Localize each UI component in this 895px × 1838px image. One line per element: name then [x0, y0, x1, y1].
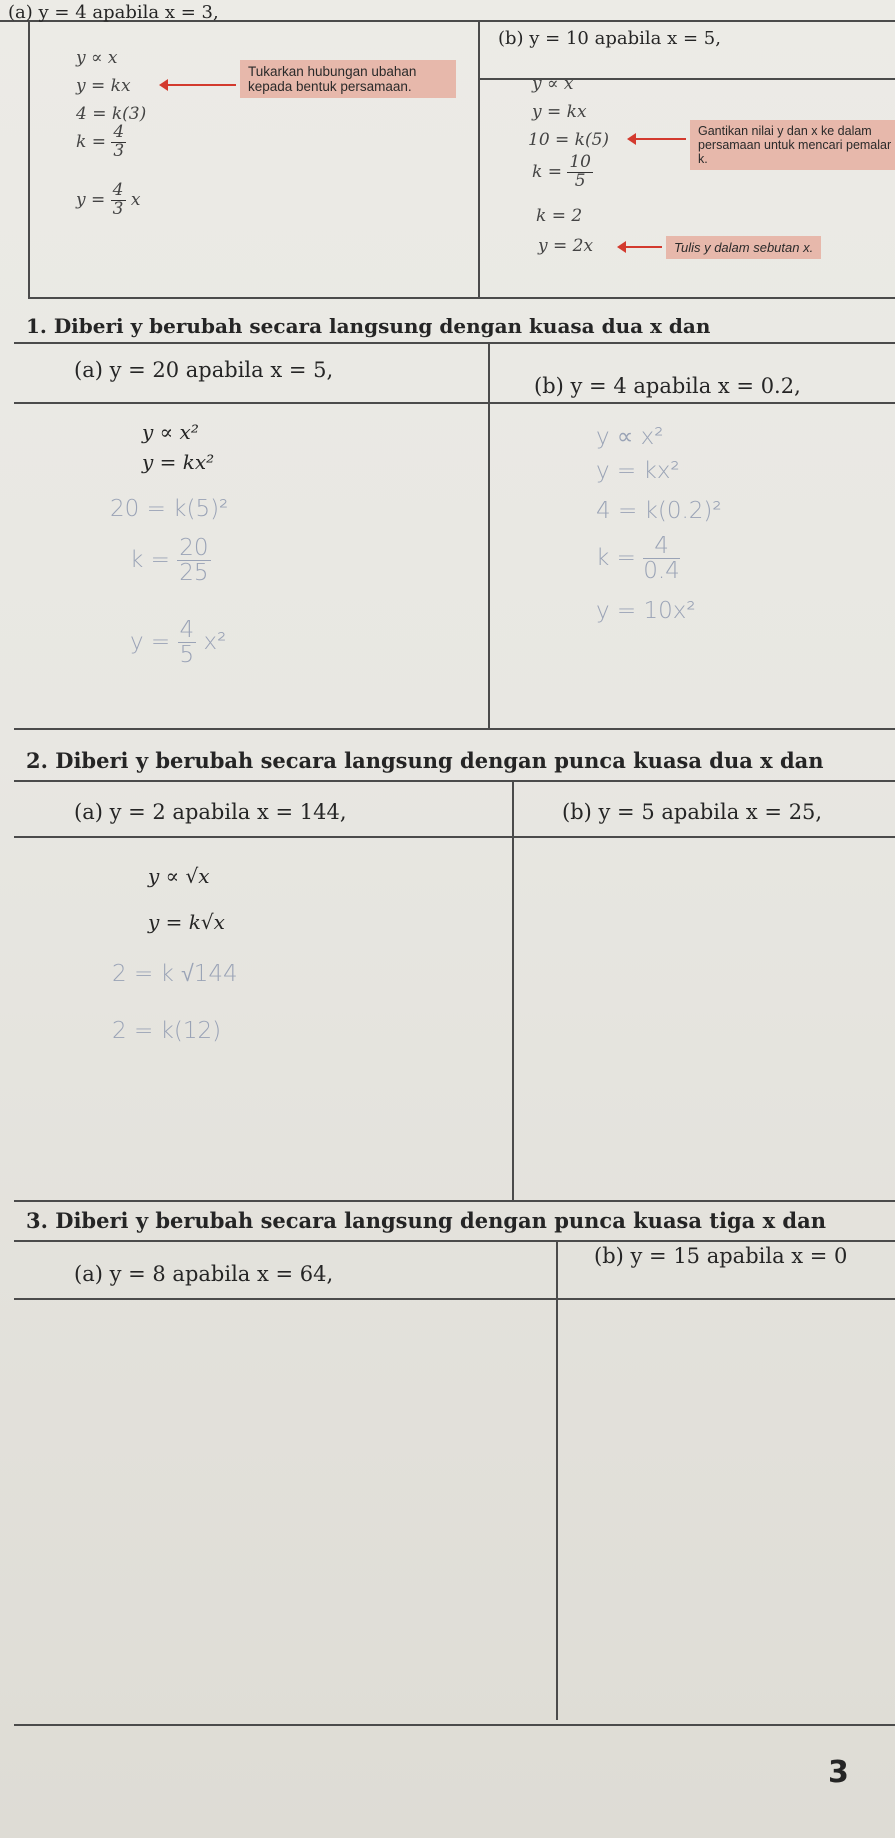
example-b-arrow-2	[624, 246, 662, 248]
q1-b-hw-3: 4 = k(0.2)²	[596, 498, 722, 524]
q3-divider	[556, 1240, 558, 1720]
q1-b-k-prefix: k =	[596, 545, 636, 572]
example-a-k-prefix: k =	[76, 131, 106, 152]
q1-a-k-num: 20	[179, 535, 209, 561]
q1-b-hw-1: y ∝ x²	[596, 424, 664, 450]
example-b-k-den: 5	[574, 170, 586, 191]
q2-top-border	[14, 780, 895, 782]
q1-b-hw-4	[596, 534, 680, 583]
q1-a-hw-3	[130, 618, 226, 667]
q1-a-y-num: 4	[179, 617, 195, 643]
q3-header-line	[14, 1298, 895, 1300]
q1-a-k-den: 25	[179, 560, 209, 587]
page-number: 3	[828, 1755, 849, 1790]
example-b-note-1: Gantikan nilai y dan x ke dalam persamaan untuk mencari pemalar k.	[690, 120, 895, 170]
q1-title: 1. Diberi y berubah secara langsung dengan kuasa dua x dan	[26, 314, 711, 338]
example-b-header: (b) y = 10 apabila x = 5,	[498, 28, 721, 49]
example-b-k-prefix: k =	[532, 161, 562, 182]
q3-a-header: (a) y = 8 apabila x = 64,	[74, 1262, 334, 1286]
q1-header-line	[14, 402, 895, 404]
q1-a-hw-2	[130, 536, 211, 585]
q1-a-printed-1: y ∝ x²	[142, 420, 199, 444]
example-a-arrow	[166, 84, 236, 86]
q1-b-hw-5: y = 10x²	[596, 598, 696, 624]
q2-a-hw-1: 2 = k √144	[112, 961, 238, 987]
example-bottom-border	[28, 297, 895, 299]
example-a-y-prefix: y =	[76, 189, 106, 210]
q2-a-hw-2: 2 = k(12)	[112, 1018, 222, 1044]
q3-title: 3. Diberi y berubah secara langsung dengan punca kuasa tiga x dan	[26, 1208, 826, 1233]
q2-header-line	[14, 836, 895, 838]
example-a-y-num: 4	[112, 180, 124, 200]
example-a-step-2: y = kx	[76, 76, 131, 96]
q1-a-hw-1: 20 = k(5)²	[110, 496, 229, 522]
q1-b-k-den: 0.4	[643, 558, 680, 585]
q1-b-hw-2: y = kx²	[596, 458, 680, 484]
example-a-y-fraction	[111, 182, 126, 219]
example-b-k-fraction	[567, 154, 593, 191]
q2-divider	[512, 780, 514, 1200]
q1-a-y-fraction	[178, 618, 197, 667]
example-a-left-border	[28, 20, 30, 298]
q3-b-header: (b) y = 15 apabila x = 0	[594, 1244, 848, 1268]
example-divider	[478, 20, 480, 298]
q1-b-header: (b) y = 4 apabila x = 0.2,	[534, 374, 801, 398]
q1-a-y-prefix: y =	[130, 629, 171, 656]
q2-bottom-border	[14, 1200, 895, 1202]
q1-a-y-den: 5	[179, 642, 195, 669]
example-a-step-1: y ∝ x	[76, 48, 118, 68]
q1-a-y-tail: x²	[203, 629, 227, 656]
q1-a-header: (a) y = 20 apabila x = 5,	[74, 358, 334, 382]
q2-title: 2. Diberi y berubah secara langsung dengan punca kuasa dua x dan	[26, 748, 824, 773]
q1-b-k-num: 4	[643, 534, 680, 559]
example-b-note-2: Tulis y dalam sebutan x.	[666, 236, 821, 259]
q2-a-header: (a) y = 2 apabila x = 144,	[74, 800, 347, 824]
example-b-step-2: y = kx	[532, 102, 587, 122]
example-a-header: (a) y = 4 apabila x = 3,	[8, 2, 219, 23]
example-b-step-4	[532, 154, 593, 191]
example-a-step-3: 4 = k(3)	[76, 104, 147, 124]
q2-a-printed-2: y = k√x	[148, 910, 225, 934]
example-b-step-3: 10 = k(5)	[528, 130, 610, 150]
example-b-step-1: y ∝ x	[532, 74, 574, 94]
example-a-k-den: 3	[113, 140, 125, 161]
example-a-k-num: 4	[113, 122, 125, 142]
example-a-k-fraction	[111, 124, 126, 161]
example-a-note: Tukarkan hubungan ubahan kepada bentuk persamaan.	[240, 60, 456, 98]
example-b-step-5: k = 2	[536, 206, 583, 226]
q2-a-printed-1: y ∝ √x	[148, 864, 210, 888]
q1-divider	[488, 342, 490, 728]
q1-b-k-fraction	[643, 534, 680, 583]
q3-bottom-border	[14, 1724, 895, 1726]
example-a-y-tail: x	[130, 189, 141, 210]
example-a-step-5	[76, 182, 141, 219]
example-a-y-den: 3	[112, 198, 124, 219]
q1-top-border	[14, 342, 895, 344]
q2-b-header: (b) y = 5 apabila x = 25,	[562, 800, 823, 824]
q1-bottom-border	[14, 728, 895, 730]
q1-a-k-fraction	[177, 536, 210, 585]
example-b-arrow-1	[634, 138, 686, 140]
q3-top-border	[14, 1240, 895, 1242]
q1-a-k-prefix: k =	[130, 547, 170, 574]
example-a-step-4	[76, 124, 126, 161]
example-b-k-num: 10	[569, 152, 591, 172]
q1-a-printed-2: y = kx²	[142, 450, 215, 474]
example-b-step-6: y = 2x	[538, 236, 594, 256]
